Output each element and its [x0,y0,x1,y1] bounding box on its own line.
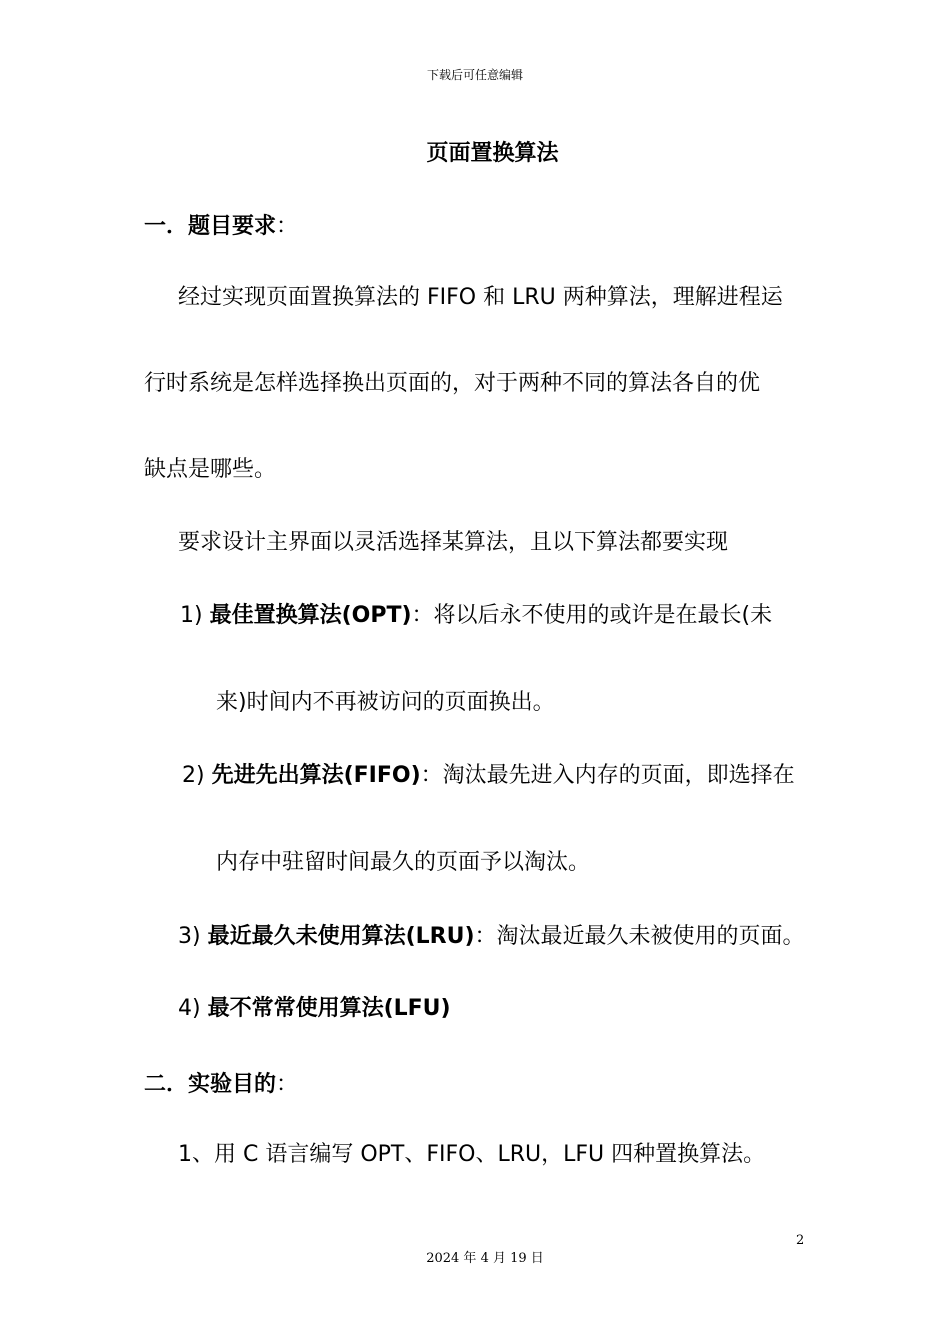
item-description: ：淘汰最先进入内存的页面，即选择在 [420,763,795,788]
section-heading-text: 二．实验目的 [144,1072,277,1097]
section-heading-requirements [144,209,298,240]
objective-item-1: 1、用 C 语言编写 OPT、FIFO、LRU，LFU 四种置换算法。 [178,1142,766,1167]
list-item-opt-continuation: 来)时间内不再被访问的页面换出。 [216,690,555,715]
item-number: 1) [180,603,210,628]
page-number: 2 [796,1233,805,1248]
intro-line-2: 行时系统是怎样选择换出页面的，对于两种不同的算法各自的优 [144,371,761,396]
document-title: 页面置换算法 [426,141,559,166]
item-name: 最佳置换算法(OPT) [209,603,412,628]
intro-line-1: 经过实现页面置换算法的 FIFO 和 LRU 两种算法，理解进程运 [178,285,783,310]
item-number: 4) [178,996,208,1021]
header-note: 下载后可任意编辑 [426,68,523,82]
footer-date: 2024 年 4 月 19 日 [426,1251,544,1266]
item-number: 3) [178,924,208,949]
list-item-fifo-continuation: 内存中驻留时间最久的页面予以淘汰。 [216,850,591,875]
section-heading-text: 一．题目要求 [144,214,277,239]
heading-colon: ： [276,1072,299,1097]
item-description: ：淘汰最近最久未被使用的页面。 [474,924,805,949]
requirement-text: 要求设计主界面以灵活选择某算法，且以下算法都要实现 [178,530,729,555]
section-heading-objectives [144,1067,298,1098]
list-item-opt [180,601,772,631]
item-description: ：将以后永不使用的或许是在最长(未 [411,603,773,628]
list-item-lru [178,922,805,952]
list-item-fifo [182,761,795,791]
item-name: 最不常常使用算法(LFU) [207,996,451,1021]
item-name: 先进先出算法(FIFO) [211,763,421,788]
item-number: 2) [182,763,212,788]
item-name: 最近最久未使用算法(LRU) [207,924,475,949]
intro-line-3: 缺点是哪些。 [144,457,277,482]
list-item-lfu [178,994,451,1024]
heading-colon: ： [276,214,299,239]
